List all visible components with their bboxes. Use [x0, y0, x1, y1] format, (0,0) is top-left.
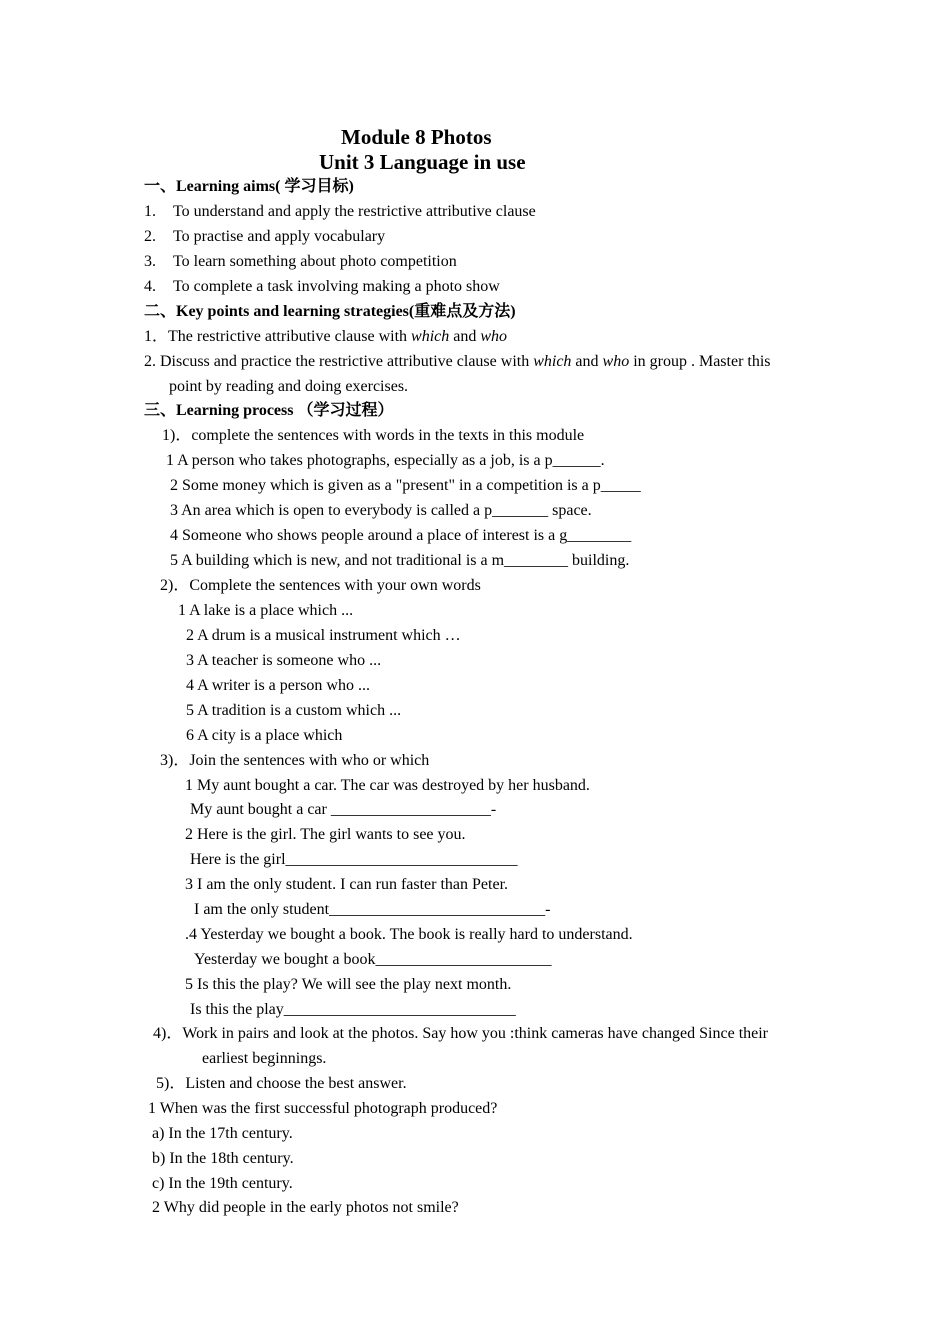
part3-answer-4: Yesterday we bought a book______________________ [194, 951, 552, 968]
part1-item-3: 3 An area which is open to everybody is called a p_______ space. [170, 502, 592, 519]
aim-number: 1. [144, 203, 156, 220]
part3-answer-1: My aunt bought a car ____________________- [190, 801, 497, 818]
key-point-emphasis: who [602, 353, 630, 370]
part1-label: 1)．complete the sentences with words in the texts in this module [162, 427, 585, 444]
aim-number: 2. [144, 228, 156, 245]
aim-item-4 [144, 277, 500, 297]
part4-continuation: earliest beginnings. [202, 1050, 327, 1067]
part5-option-a: a) In the 17th century. [152, 1125, 293, 1142]
aim-text: To understand and apply the restrictive attributive clause [173, 203, 536, 220]
part1-item-1: 1 A person who takes photographs, especially as a job, is a p______. [166, 452, 605, 469]
key-point-1 [144, 327, 507, 347]
part3-label: 3)．Join the sentences with who or which [160, 752, 430, 769]
aim-item-1 [144, 202, 536, 222]
part1-item-4: 4 Someone who shows people around a place of interest is a g________ [170, 527, 632, 544]
part2-item-6: 6 A city is a place which [186, 727, 343, 744]
part2-label: 2)．Complete the sentences with your own words [160, 577, 481, 594]
aim-item-2 [144, 227, 385, 247]
part2-item-5: 5 A tradition is a custom which ... [186, 702, 402, 719]
part3-question-5: 5 Is this the play? We will see the play next month. [185, 976, 512, 993]
module-title: Module 8 Photos [341, 125, 492, 149]
part3-answer-2: Here is the girl_____________________________ [190, 851, 518, 868]
part3-answer-3: I am the only student___________________________- [194, 901, 551, 918]
unit-title: Unit 3 Language in use [319, 150, 526, 174]
section2-heading: 二、Key points and learning strategies(重难点及方法) [144, 303, 516, 320]
part3-question-3: 3 I am the only student. I can run faster than Peter. [185, 876, 509, 893]
section1-heading: 一、Learning aims( 学习目标) [144, 178, 354, 195]
part5-question-1: 1 When was the first successful photograph produced? [148, 1100, 498, 1117]
key-point-emphasis: who [480, 328, 508, 345]
aim-text: To complete a task involving making a photo show [173, 278, 500, 295]
part5-question-2: 2 Why did people in the early photos not smile? [152, 1199, 459, 1216]
part2-item-3: 3 A teacher is someone who ... [186, 652, 382, 669]
part5-option-b: b) In the 18th century. [152, 1150, 294, 1167]
part3-question-4: .4 Yesterday we bought a book. The book is really hard to understand. [185, 926, 633, 943]
key-point-emphasis: which [533, 353, 572, 370]
key-point-text: and [449, 328, 481, 345]
part3-question-2: 2 Here is the girl. The girl wants to see you. [185, 826, 466, 843]
part2-item-4: 4 A writer is a person who ... [186, 677, 370, 694]
part1-item-2: 2 Some money which is given as a "present" in a competition is a p_____ [170, 477, 641, 494]
key-point-emphasis: which [411, 328, 450, 345]
key-point-text: 2. Discuss and practice the restrictive attributive clause with [144, 353, 534, 370]
part1-item-5: 5 A building which is new, and not traditional is a m________ building. [170, 552, 630, 569]
part2-item-2: 2 A drum is a musical instrument which … [186, 627, 461, 644]
key-point-2 [144, 352, 771, 372]
key-point-text: in group . Master this [629, 353, 771, 370]
aim-text: To learn something about photo competition [173, 253, 457, 270]
key-point-text: 1．The restrictive attributive clause with [144, 328, 412, 345]
aim-text: To practise and apply vocabulary [173, 228, 386, 245]
key-point-text: and [571, 353, 603, 370]
aim-number: 3. [144, 253, 156, 270]
part4-label: 4)．Work in pairs and look at the photos. Say how you :think cameras have changed Since their [153, 1025, 769, 1042]
aim-item-3 [144, 252, 457, 272]
part3-question-1: 1 My aunt bought a car. The car was destroyed by her husband. [185, 777, 590, 794]
part2-item-1: 1 A lake is a place which ... [178, 602, 354, 619]
part3-answer-5: Is this the play_____________________________ [190, 1001, 516, 1018]
part5-option-c: c) In the 19th century. [152, 1175, 293, 1192]
key-point-2-continuation: point by reading and doing exercises. [169, 378, 409, 395]
aim-number: 4. [144, 278, 156, 295]
section3-heading: 三、Learning process （学习过程） [144, 402, 394, 419]
part5-label: 5)．Listen and choose the best answer. [156, 1075, 407, 1092]
